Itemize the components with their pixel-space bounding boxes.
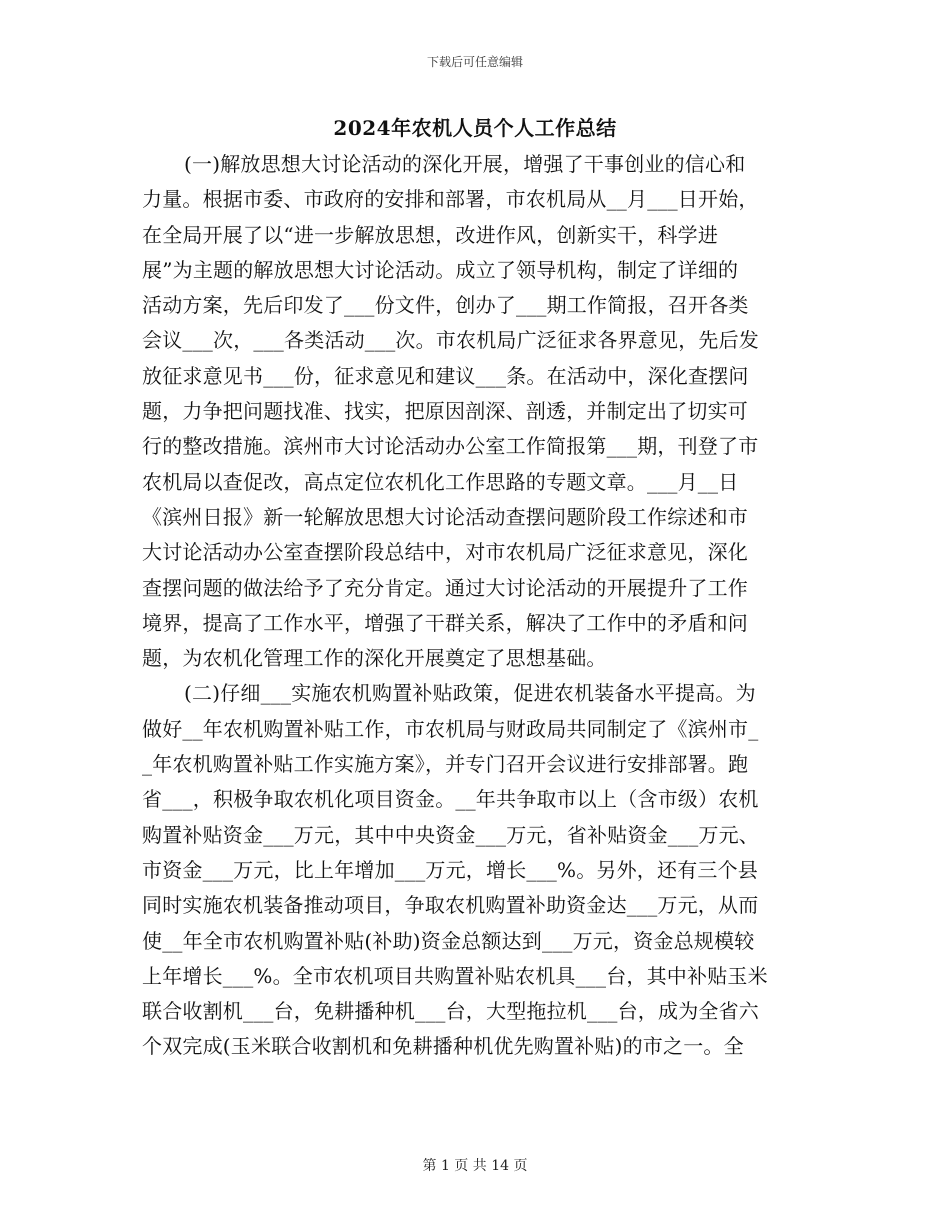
- body-line: _年农机购置补贴工作实施方案》，并专门召开会议进行安排部署。跑: [142, 752, 749, 777]
- body-line: 题，为农机化管理工作的深化开展奠定了思想基础。: [142, 646, 607, 671]
- body-line: 省___，积极争取农机化项目资金。__年共争取市以上（含市级）农机: [142, 787, 759, 812]
- body-line: 联合收割机___台，免耕播种机___台，大型拖拉机___台，成为全省六: [142, 999, 759, 1024]
- body-line: 农机局以查促改，高点定位农机化工作思路的专题文章。___月__日: [142, 469, 739, 494]
- page-number-footer: 第 1 页 共 14 页: [422, 1158, 528, 1174]
- body-line: 会议___次，___各类活动___次。市农机局广泛征求各界意见，先后发: [142, 328, 759, 353]
- body-line: 查摆问题的做法给予了充分肯定。通过大讨论活动的开展提升了工作: [142, 575, 748, 600]
- body-line: 在全局开展了以“进一步解放思想，改进作风，创新实干，科学进: [142, 222, 719, 247]
- body-line: (一)解放思想大讨论活动的深化开展，增强了干事创业的信心和: [184, 152, 746, 176]
- body-line: 境界，提高了工作水平，增强了干群关系，解决了工作中的矛盾和问: [142, 610, 748, 635]
- body-line: 同时实施农机装备推动项目，争取农机购置补助资金达___万元，从而: [142, 893, 759, 918]
- body-line: 《滨州日报》新一轮解放思想大讨论活动查摆问题阶段工作综述和市: [142, 504, 748, 529]
- body-line: 行的整改措施。滨州市大讨论活动办公室工作简报第___期，刊登了市: [142, 434, 759, 459]
- body-line: 题，力争把问题找准、找实，把原因剖深、剖透，并制定出了切实可: [142, 399, 748, 424]
- document-body: [142, 147, 796, 1065]
- body-line: 市资金___万元，比上年增加___万元，增长___%。另外，还有三个县: [142, 857, 759, 882]
- body-line: 个双完成(玉米联合收割机和免耕播种机优先购置补贴)的市之一。全: [142, 1034, 744, 1059]
- body-line: 活动方案，先后印发了___份文件，创办了___期工作简报，召开各类: [142, 293, 749, 318]
- document-title: 2024年农机人员个人工作总结: [333, 116, 617, 140]
- body-line: 大讨论活动办公室查摆阶段总结中，对市农机局广泛征求意见，深化: [142, 540, 748, 565]
- body-line: 使__年全市农机购置补贴(补助)资金总额达到___万元，资金总规模较: [142, 928, 755, 953]
- body-line: 放征求意见书___份，征求意见和建议___条。在活动中，深化查摆问: [142, 363, 749, 388]
- page-header-note: 下载后可任意编辑: [426, 55, 523, 69]
- body-line: 上年增长___%。全市农机项目共购置补贴农机具___台，其中补贴玉米: [142, 963, 768, 988]
- body-line: 做好__年农机购置补贴工作，市农机局与财政局共同制定了《滨州市_: [142, 716, 759, 741]
- body-line: 力量。根据市委、市政府的安排和部署，市农机局从__月___日开始，: [142, 187, 759, 212]
- body-line: 展”为主题的解放思想大讨论活动。成立了领导机构，制定了详细的: [142, 257, 739, 282]
- body-line: 购置补贴资金___万元，其中中央资金___万元，省补贴资金___万元、: [142, 822, 759, 847]
- body-line: (二)仔细___实施农机购置补贴政策，促进农机装备水平提高。为: [184, 681, 756, 706]
